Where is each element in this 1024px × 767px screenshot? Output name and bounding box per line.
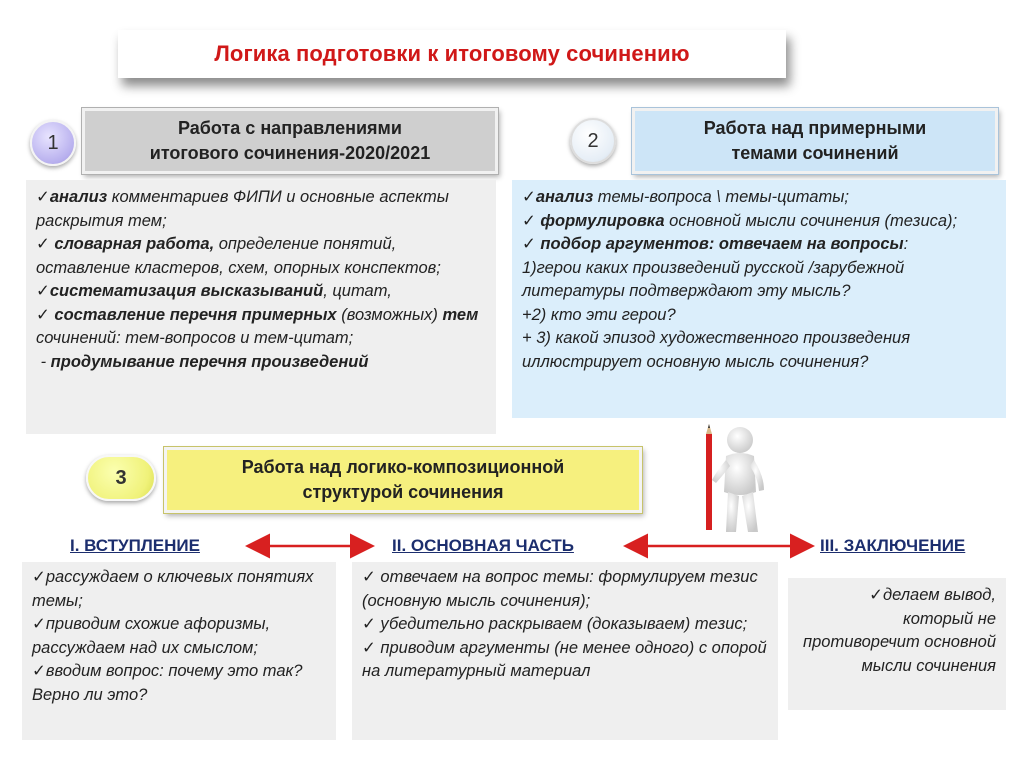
item-text: : <box>903 235 909 253</box>
step-3-header-line1: Работа над логико-композиционной <box>241 457 565 477</box>
title-bar <box>118 30 786 78</box>
step-2-question-1: 1)герои каких произведений русской /зарубежной литературы подтверждают эту мысль? <box>522 258 905 300</box>
section-label-main: II. ОСНОВНАЯ ЧАСТЬ <box>392 536 574 555</box>
step-1-item-analysis: ✓анализ комментариев ФИПИ и основные аспекты раскрытия тем; <box>36 188 449 230</box>
step-2-item-arguments: ✓ подбор аргументов: отвечаем на вопросы: <box>522 235 909 253</box>
step-1-badge <box>30 120 76 166</box>
item-bold: подбор аргументов: отвечаем на вопросы <box>540 235 904 253</box>
figure-left-leg <box>726 492 739 532</box>
item-bold: формулировка <box>540 211 665 230</box>
step-2-item-formulation: ✓ формулировка основной мысли сочинения (тезиса); <box>522 211 958 230</box>
step-2-content <box>512 180 1006 418</box>
step-2-number: 2 <box>587 129 599 152</box>
step-2-question-3: + 3) какой эпизод художественного произведения иллюстрирует основную мысль сочинения? <box>522 329 911 371</box>
item-bold: анализ <box>49 188 108 206</box>
figure-right-leg <box>742 492 758 532</box>
step-1-header-line1: Работа с направлениями <box>178 118 402 138</box>
intro-item-2: ✓приводим схожие афоризмы, рассуждаем над их смыслом; <box>32 615 271 657</box>
item-text: (возможных) <box>336 305 443 324</box>
step-2-question-2: +2) кто эти герои? <box>522 305 676 324</box>
step-1-item-systematization: ✓систематизация высказываний, цитат, <box>36 282 392 300</box>
step-3-number: 3 <box>115 466 127 489</box>
step-3-header <box>164 447 642 513</box>
step-1-item-vocabulary: ✓ словарная работа, определение понятий, оставление кластеров, схем, опорных конспектов; <box>36 235 441 277</box>
page-title: Логика подготовки к итоговому сочинению <box>214 41 690 66</box>
step-2-item-analysis: ✓анализ темы-вопроса \ темы-цитаты; <box>522 188 849 206</box>
main-item-1: ✓ отвечаем на вопрос темы: формулируем тезис (основную мысль сочинения); <box>362 568 758 610</box>
item-bold: словарная работа, <box>54 235 215 253</box>
item-bold: анализ <box>535 188 594 206</box>
step-1-item-topics: ✓ составление перечня примерных (возможных) тем сочинений: тем-вопросов и тем-цитат; <box>36 305 479 347</box>
main-item-2: ✓ убедительно раскрываем (доказываем) тезис; <box>362 615 748 633</box>
main-content <box>352 562 778 740</box>
step-2-badge <box>570 118 616 164</box>
step-1-header-line2: итогового сочинения-2020/2021 <box>149 143 431 163</box>
step-3-badge <box>86 455 156 501</box>
conclusion-item-1: ✓делаем вывод, который не противоречит основной мысли сочинения <box>803 586 996 675</box>
step-1-header <box>82 108 498 174</box>
main-item-3: ✓ приводим аргументы (не менее одного) с опорой на литературный материал <box>362 638 767 680</box>
pencil-lead <box>708 424 710 428</box>
pencil-body <box>706 434 712 530</box>
item-bold: продумывание перечня произведений <box>50 352 369 371</box>
section-label-conclusion: III. ЗАКЛЮЧЕНИЕ <box>820 536 966 555</box>
step-1-item-works: - продумывание перечня произведений <box>36 352 369 371</box>
figure-head <box>727 427 753 453</box>
item-text: комментариев ФИПИ и основные аспекты раскрытия тем; <box>36 188 449 230</box>
item-bold: систематизация высказываний <box>49 282 324 300</box>
person-with-pencil-icon <box>682 420 788 542</box>
item-text: определение понятий, оставление кластеров, схем, опорных конспектов; <box>36 235 441 277</box>
intro-item-3: ✓вводим вопрос: почему это так? Верно ли это? <box>32 662 303 704</box>
intro-item-1: ✓рассуждаем о ключевых понятиях темы; <box>32 568 314 610</box>
conclusion-content <box>788 578 1006 710</box>
item-text: сочинений: тем-вопросов и тем-цитат; <box>36 329 354 347</box>
step-2-header-line2: темами сочинений <box>731 143 899 163</box>
section-label-intro: I. ВСТУПЛЕНИЕ <box>70 536 200 555</box>
step-2-header <box>632 108 998 174</box>
step-2-header-line1: Работа над примерными <box>703 118 927 138</box>
step-3-header-line2: структурой сочинения <box>302 482 504 502</box>
step-1-number: 1 <box>47 131 59 154</box>
item-text: темы-вопроса \ темы-цитаты; <box>593 188 849 206</box>
figure-torso <box>724 453 756 495</box>
intro-content <box>22 562 336 740</box>
item-text: , цитат, <box>323 282 392 300</box>
item-bold: тем <box>442 305 479 324</box>
step-1-content <box>26 180 496 434</box>
item-text: основной мысли сочинения (тезиса); <box>664 211 958 230</box>
item-bold: составление перечня примерных <box>54 305 337 324</box>
